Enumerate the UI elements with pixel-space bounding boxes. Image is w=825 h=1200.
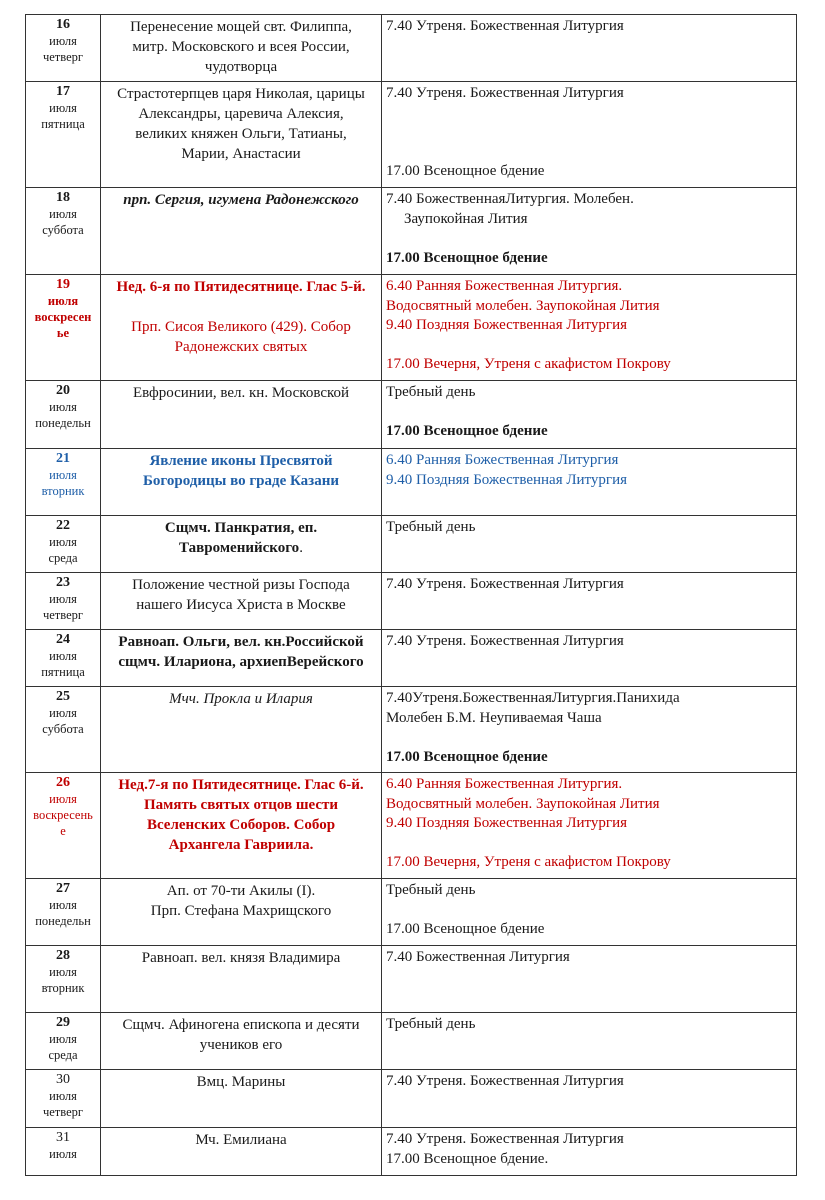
day-number: 24 (56, 632, 70, 647)
day-number: 17 (56, 84, 70, 99)
weekday: воскресень (33, 808, 93, 822)
feast-cell (101, 1070, 382, 1128)
service-line: 17.00 Вечерня, Утреня с акафистом Покрову (386, 356, 671, 372)
table-row (26, 1070, 797, 1128)
day-number: 20 (56, 383, 70, 398)
table-row (26, 1128, 797, 1176)
feast-cell (101, 449, 382, 516)
weekday: пятница (41, 117, 85, 131)
day-number: 30 (56, 1072, 70, 1087)
feast-line: Память святых отцов шести (143, 797, 339, 813)
month: июля (47, 294, 79, 308)
day-number: 18 (56, 190, 70, 205)
services-cell (382, 516, 797, 573)
month: июля (49, 101, 77, 115)
service-line: 17.00 Всенощное бдение (386, 249, 548, 266)
date-cell (26, 573, 101, 630)
feast-line: Мч. Емилиана (195, 1132, 287, 1148)
weekday: суббота (42, 223, 84, 237)
month: июля (49, 592, 77, 606)
feast-cell (101, 516, 382, 573)
schedule-table (25, 14, 797, 1176)
table-row (26, 275, 797, 381)
services-cell (382, 773, 797, 879)
services-cell (382, 1070, 797, 1128)
services-cell (382, 275, 797, 381)
feast-line: великих княжен Ольги, Татианы, (135, 126, 347, 142)
month: июля (49, 535, 77, 549)
day-number: 21 (56, 451, 70, 466)
table-row (26, 773, 797, 879)
weekday: пятница (41, 665, 85, 679)
day-number: 19 (56, 277, 70, 292)
feast-line: Прп. Стефана Махрищского (150, 903, 332, 919)
feast-line: Прп. Сисоя Великого (429). Собор (131, 318, 351, 335)
weekday: понедельн (35, 914, 91, 928)
date-cell (26, 381, 101, 449)
service-line: 6.40 Ранняя Божественная Литургия. (386, 776, 623, 792)
service-line: 7.40 Утреня. Божественная Литургия (386, 85, 624, 101)
service-line: 7.40Утреня.БожественнаяЛитургия.Панихида (386, 690, 680, 706)
feast-title: Нед. 6-я по Пятидесятнице. Глас 5-й. (116, 279, 366, 295)
day-number: 26 (56, 775, 70, 790)
service-line: 6.40 Ранняя Божественная Литургия (386, 452, 619, 468)
month: июля (49, 706, 77, 720)
feast-line: Ап. от 70-ти Акилы (I). (166, 883, 316, 899)
feast-cell (101, 630, 382, 687)
service-line: 17.00 Всенощное бдение (386, 921, 545, 937)
weekday: вторник (41, 484, 85, 498)
feast-line: Вселенских Соборов. Собор (146, 817, 336, 833)
weekday: суббота (42, 722, 84, 736)
table-row (26, 1013, 797, 1070)
table-row (26, 516, 797, 573)
feast-line: Радонежских святых (174, 338, 308, 355)
feast-line: Богородицы во граде Казани (143, 473, 339, 489)
feast-cell (101, 275, 382, 381)
table-row (26, 879, 797, 946)
feast-line: Явление иконы Пресвятой (149, 453, 333, 469)
services-cell (382, 449, 797, 516)
weekday: воскресен (34, 310, 92, 324)
service-line: 9.40 Поздняя Божественная Литургия (386, 471, 627, 488)
month: июля (49, 1089, 77, 1103)
service-line: 7.40 Божественная Литургия (386, 949, 570, 965)
service-line: Требный день (386, 882, 476, 898)
services-cell (382, 15, 797, 82)
service-line: 7.40 Утреня. Божественная Литургия (386, 1073, 624, 1089)
feast-text: Тавроменийского (179, 540, 300, 556)
table-row (26, 381, 797, 449)
date-cell (26, 1013, 101, 1070)
month: июля (49, 898, 77, 912)
feast-line: Евфросинии, вел. кн. Московской (132, 385, 350, 401)
feast-line: Александры, царевича Алексия, (138, 106, 344, 122)
day-number: 28 (56, 948, 70, 963)
weekday: четверг (42, 50, 84, 64)
date-cell (26, 82, 101, 188)
services-cell (382, 1128, 797, 1176)
feast-line: прп. Сергия, игумена Радонежского (123, 192, 359, 208)
feast-cell (101, 687, 382, 773)
day-number: 22 (56, 518, 70, 533)
service-line: Требный день (386, 384, 476, 400)
day-number: 31 (56, 1130, 70, 1145)
feast-line: Положение честной ризы Господа (132, 577, 350, 593)
feast-cell (101, 188, 382, 275)
feast-line: митр. Московского и всея России, (132, 39, 350, 55)
service-line: Водосвятный молебен. Заупокойная Лития (386, 795, 660, 812)
month: июля (49, 468, 77, 482)
feast-line: Сщмч. Афиногена епископа и десяти (122, 1017, 360, 1033)
feast-cell (101, 946, 382, 1013)
services-cell (382, 879, 797, 946)
weekday: четверг (42, 608, 84, 622)
weekday: ье (56, 326, 70, 340)
services-cell (382, 687, 797, 773)
feast-cell (101, 879, 382, 946)
date-cell (26, 516, 101, 573)
table-row (26, 188, 797, 275)
table-row (26, 15, 797, 82)
services-cell (382, 188, 797, 275)
feast-line: Тавроменийского. (179, 540, 303, 556)
feast-cell (101, 1128, 382, 1176)
date-cell (26, 1070, 101, 1128)
service-line: 7.40 Утреня. Божественная Литургия (386, 576, 624, 592)
date-cell (26, 879, 101, 946)
service-line: 17.00 Вечерня, Утреня с акафистом Покрову (386, 854, 671, 870)
month: июля (49, 34, 77, 48)
month: июля (49, 400, 77, 414)
service-line: 17.00 Всенощное бдение (386, 748, 548, 765)
day-number: 16 (56, 17, 70, 32)
weekday: понедельн (35, 416, 91, 430)
services-cell (382, 630, 797, 687)
feast-line: Сщмч. Панкратия, еп. (164, 520, 318, 536)
weekday: среда (48, 551, 78, 565)
services-cell (382, 82, 797, 188)
feast-cell (101, 15, 382, 82)
month: июля (49, 1147, 77, 1161)
date-cell (26, 15, 101, 82)
month: июля (49, 649, 77, 663)
month: июля (49, 792, 77, 806)
table-row (26, 687, 797, 773)
feast-line: учеников его (199, 1037, 283, 1053)
date-cell (26, 1128, 101, 1176)
feast-line: Марии, Анастасии (181, 146, 301, 162)
feast-cell (101, 773, 382, 879)
service-line: 7.40 Утреня. Божественная Литургия (386, 1131, 624, 1147)
service-line: 7.40 Утреня. Божественная Литургия (386, 18, 624, 34)
date-cell (26, 773, 101, 879)
services-cell (382, 946, 797, 1013)
feast-line: нашего Иисуса Христа в Москве (136, 597, 346, 613)
feast-cell (101, 82, 382, 188)
date-cell (26, 630, 101, 687)
service-line: 7.40 БожественнаяЛитургия. Молебен. (386, 191, 634, 207)
feast-cell (101, 573, 382, 630)
service-line: Требный день (386, 519, 476, 535)
service-line: 17.00 Всенощное бдение (386, 423, 548, 439)
service-line: 6.40 Ранняя Божественная Литургия. (386, 278, 623, 294)
feast-line: Равноап. вел. князя Владимира (141, 950, 341, 966)
feast-line: Вмц. Марины (196, 1074, 286, 1090)
table-row (26, 573, 797, 630)
day-number: 29 (56, 1015, 70, 1030)
date-cell (26, 946, 101, 1013)
service-line: Водосвятный молебен. Заупокойная Лития (386, 297, 660, 314)
month: июля (49, 207, 77, 221)
table-row (26, 630, 797, 687)
day-number: 25 (56, 689, 70, 704)
weekday: среда (48, 1048, 78, 1062)
service-line: 7.40 Утреня. Божественная Литургия (386, 633, 624, 649)
services-cell (382, 573, 797, 630)
feast-line: Нед.7-я по Пятидесятнице. Глас 6-й. (118, 777, 364, 793)
services-cell (382, 381, 797, 449)
service-line: 9.40 Поздняя Божественная Литургия (386, 815, 627, 831)
feast-line: Равноап. Ольги, вел. кн.Российской (118, 634, 364, 650)
month: июля (49, 1032, 77, 1046)
weekday: вторник (41, 981, 85, 995)
weekday: четверг (42, 1105, 84, 1119)
feast-line: сщмч. Илариона, архиепВерейского (118, 654, 364, 670)
date-cell (26, 687, 101, 773)
feast-line: чудотворца (204, 59, 278, 75)
service-line: Молебен Б.М. Неупиваемая Чаша (386, 709, 602, 726)
service-line: Заупокойная Лития (404, 210, 528, 227)
table-row (26, 82, 797, 188)
feast-line: Архангела Гавриила. (168, 837, 314, 853)
service-line: 17.00 Всенощное бдение (386, 163, 545, 179)
feast-line: Мчч. Прокла и Илария (169, 691, 313, 707)
date-cell (26, 188, 101, 275)
weekday: е (60, 824, 66, 838)
day-number: 27 (56, 881, 70, 896)
services-cell (382, 1013, 797, 1070)
service-line: 9.40 Поздняя Божественная Литургия (386, 317, 627, 333)
day-number: 23 (56, 575, 70, 590)
feast-cell (101, 381, 382, 449)
service-line: 17.00 Всенощное бдение. (386, 1150, 549, 1167)
feast-line: Перенесение мощей свт. Филиппа, (130, 19, 352, 35)
service-line: Требный день (386, 1016, 476, 1032)
table-row (26, 449, 797, 516)
feast-line: Страстотерпцев царя Николая, царицы (117, 86, 365, 102)
table-row (26, 946, 797, 1013)
date-cell (26, 449, 101, 516)
date-cell (26, 275, 101, 381)
month: июля (49, 965, 77, 979)
feast-cell (101, 1013, 382, 1070)
